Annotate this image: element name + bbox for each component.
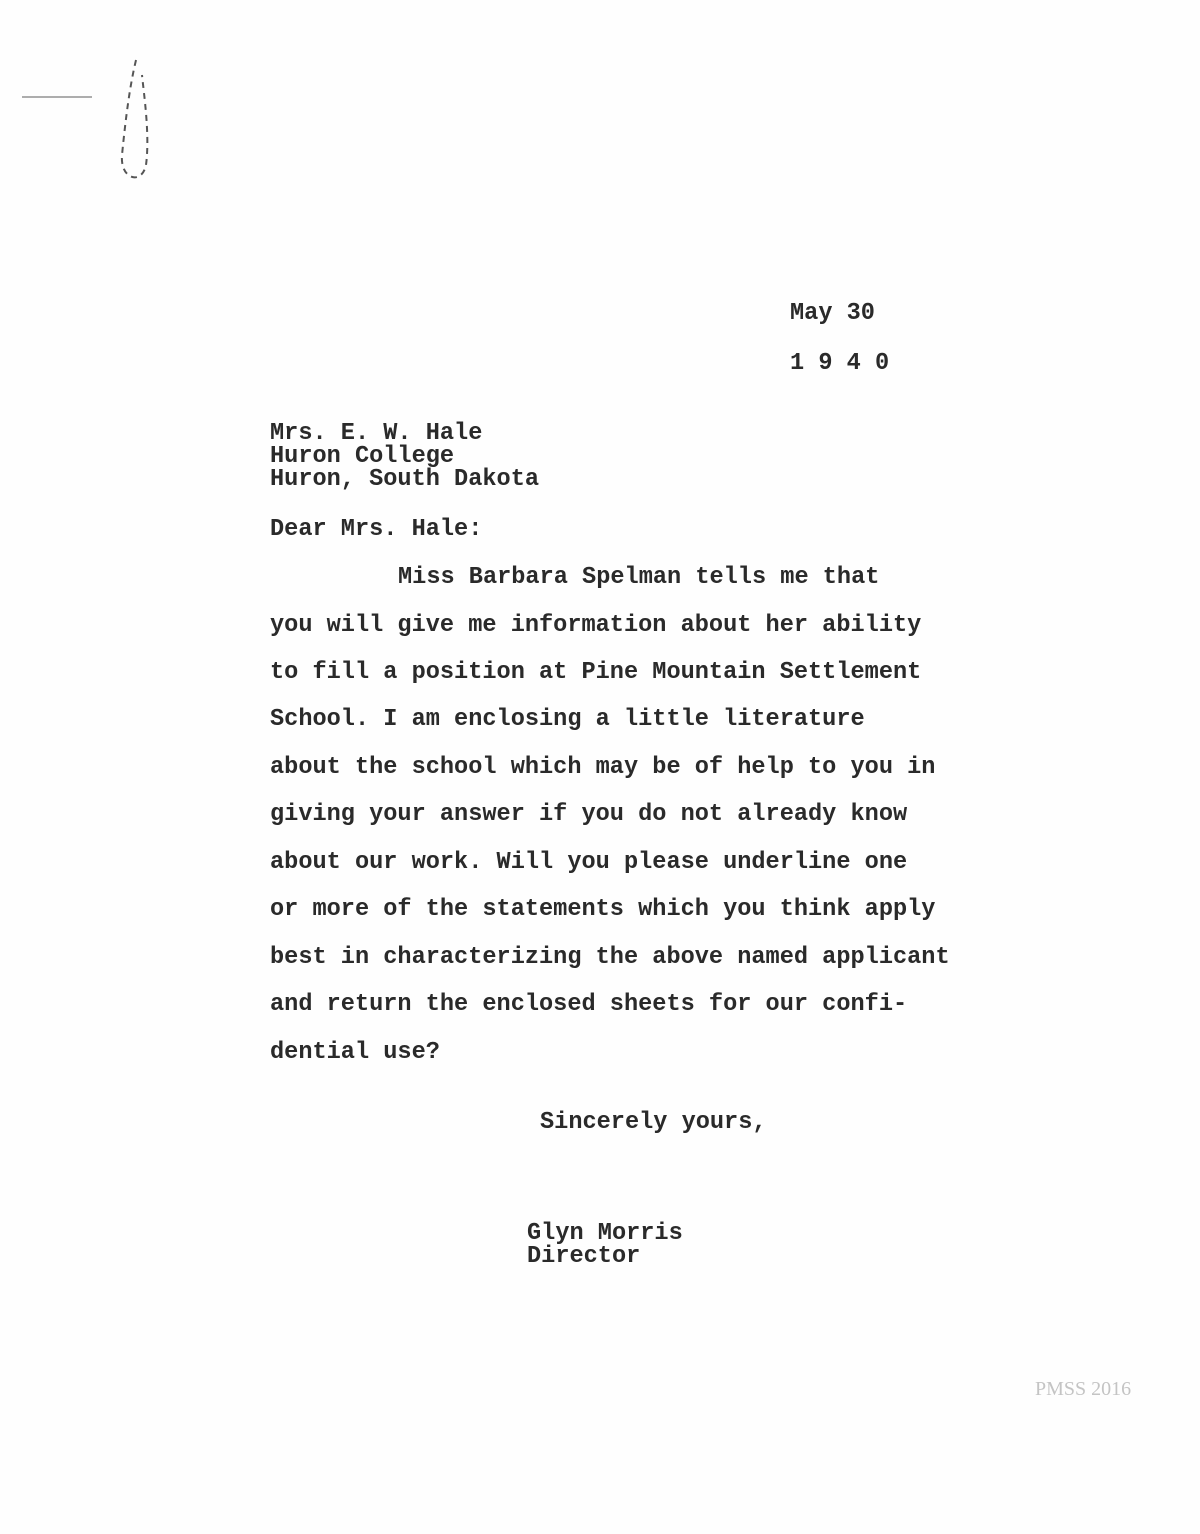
date-year: 1 9 4 0 (790, 350, 890, 377)
body-line: and return the enclosed sheets for our confi- (270, 991, 908, 1018)
salutation: Dear Mrs. Hale: (270, 516, 483, 543)
body-line: about the school which may be of help to you in (270, 754, 936, 781)
body-line: to fill a position at Pine Mountain Settlement (270, 659, 922, 686)
address-line: Huron, South Dakota (270, 466, 540, 493)
body-line: giving your answer if you do not already know (270, 801, 908, 828)
closing: Sincerely yours, (540, 1109, 767, 1136)
body-line: about our work. Will you please underline one (270, 849, 908, 876)
watermark: PMSS 2016 (1035, 1378, 1132, 1400)
date-month-day: May 30 (790, 300, 875, 327)
paperclip-mark-icon (112, 55, 152, 195)
address-line: Huron College (270, 443, 455, 470)
signature-name: Glyn Morris (527, 1220, 683, 1247)
body-line: you will give me information about her ability (270, 612, 922, 639)
body-line: or more of the statements which you think apply (270, 896, 936, 923)
signature-title: Director (527, 1243, 641, 1270)
address-line: Mrs. E. W. Hale (270, 420, 483, 447)
body-line: best in characterizing the above named applicant (270, 944, 950, 971)
body-line: Miss Barbara Spelman tells me that (398, 564, 880, 591)
body-line: dential use? (270, 1039, 440, 1066)
body-line: School. I am enclosing a little literature (270, 706, 865, 733)
scan-mark (22, 96, 92, 98)
